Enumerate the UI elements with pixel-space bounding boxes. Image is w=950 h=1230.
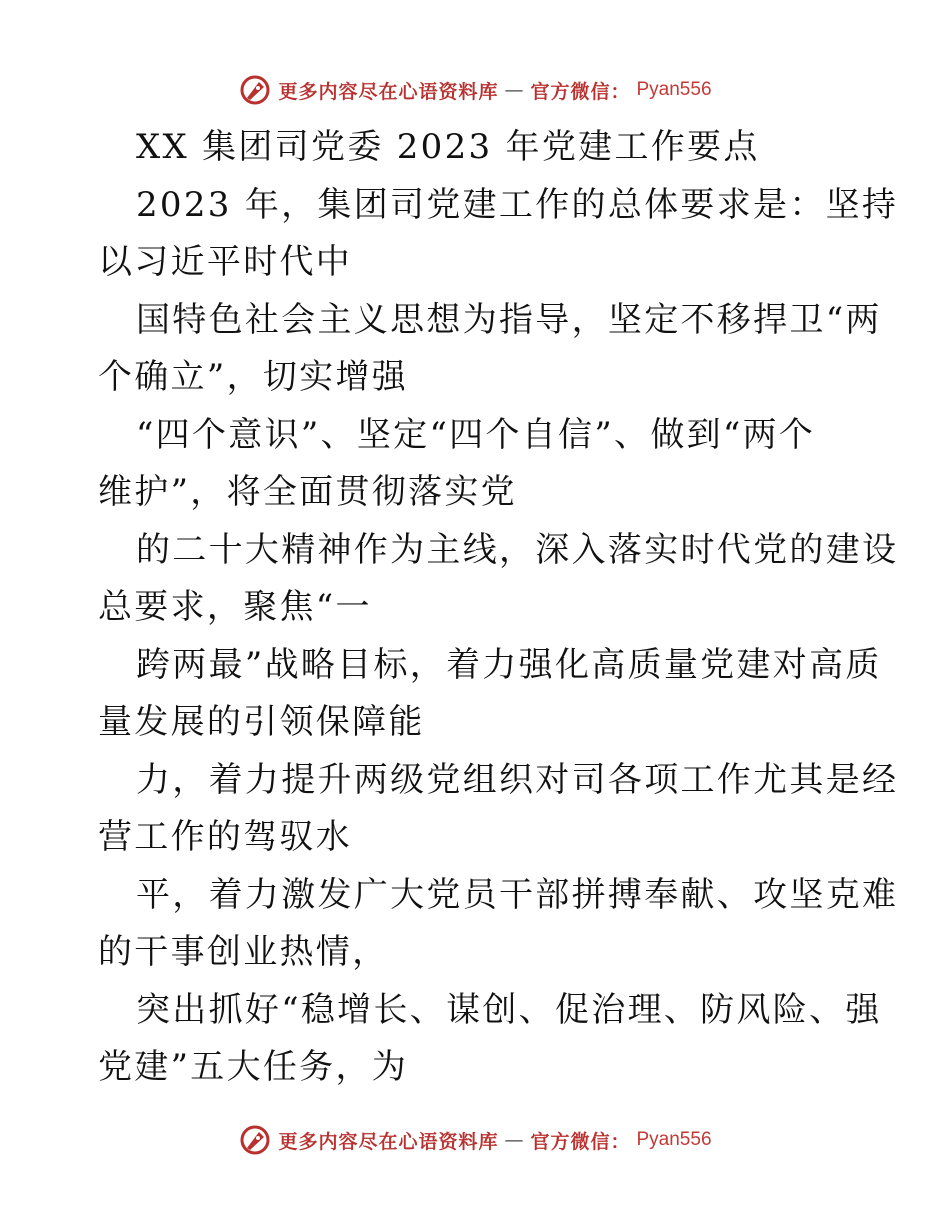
watermark-dash: — bbox=[504, 1129, 525, 1151]
body-line: 平，着力激发广大党员干部拼搏奉献、攻坚克难 bbox=[136, 875, 899, 915]
body-line: 突出抓好“稳增长、谋创、促治理、防风险、强 bbox=[136, 990, 882, 1030]
watermark-site-text: 更多内容尽在心语资料库 bbox=[278, 1130, 499, 1153]
watermark-wechat-label: 官方微信： bbox=[530, 1130, 631, 1153]
body-line: 跨两最”战略目标，着力强化高质量党建对高质 bbox=[136, 645, 882, 685]
body-line: 的干事创业热情， bbox=[98, 932, 389, 972]
watermark-wechat-id: Pyan556 bbox=[636, 79, 712, 100]
pen-nib-logo-icon bbox=[238, 1123, 272, 1157]
body-line: 个确立”，切实增强 bbox=[98, 357, 409, 397]
body-line: 党建”五大任务，为 bbox=[98, 1047, 409, 1087]
footer-watermark bbox=[0, 1120, 950, 1160]
pen-nib-logo-icon bbox=[238, 73, 272, 107]
watermark-wechat-label: 官方微信： bbox=[530, 80, 631, 103]
body-line: 力，着力提升两级党组织对司各项工作尤其是经 bbox=[136, 760, 899, 800]
watermark-wechat-id: Pyan556 bbox=[636, 1129, 712, 1150]
body-line: 总要求，聚焦“一 bbox=[98, 587, 372, 627]
header-watermark bbox=[0, 70, 950, 110]
body-line: 营工作的驾驭水 bbox=[98, 817, 353, 857]
body-line: 量发展的引领保障能 bbox=[98, 702, 425, 742]
watermark-dash: — bbox=[504, 79, 525, 101]
document-title: XX 集团司党委 2023 年党建工作要点 bbox=[136, 127, 760, 167]
body-line: 国特色社会主义思想为指导，坚定不移捍卫“两 bbox=[136, 300, 882, 340]
body-line: “四个意识”、坚定“四个自信”、做到“两个 bbox=[136, 415, 816, 455]
watermark-site-text: 更多内容尽在心语资料库 bbox=[278, 80, 499, 103]
body-line: 2023 年，集团司党建工作的总体要求是：坚持 bbox=[136, 185, 899, 225]
body-line: 以习近平时代中 bbox=[98, 242, 353, 282]
body-line: 维护”，将全面贯彻落实党 bbox=[98, 472, 517, 512]
body-line: 的二十大精神作为主线，深入落实时代党的建设 bbox=[136, 530, 899, 570]
